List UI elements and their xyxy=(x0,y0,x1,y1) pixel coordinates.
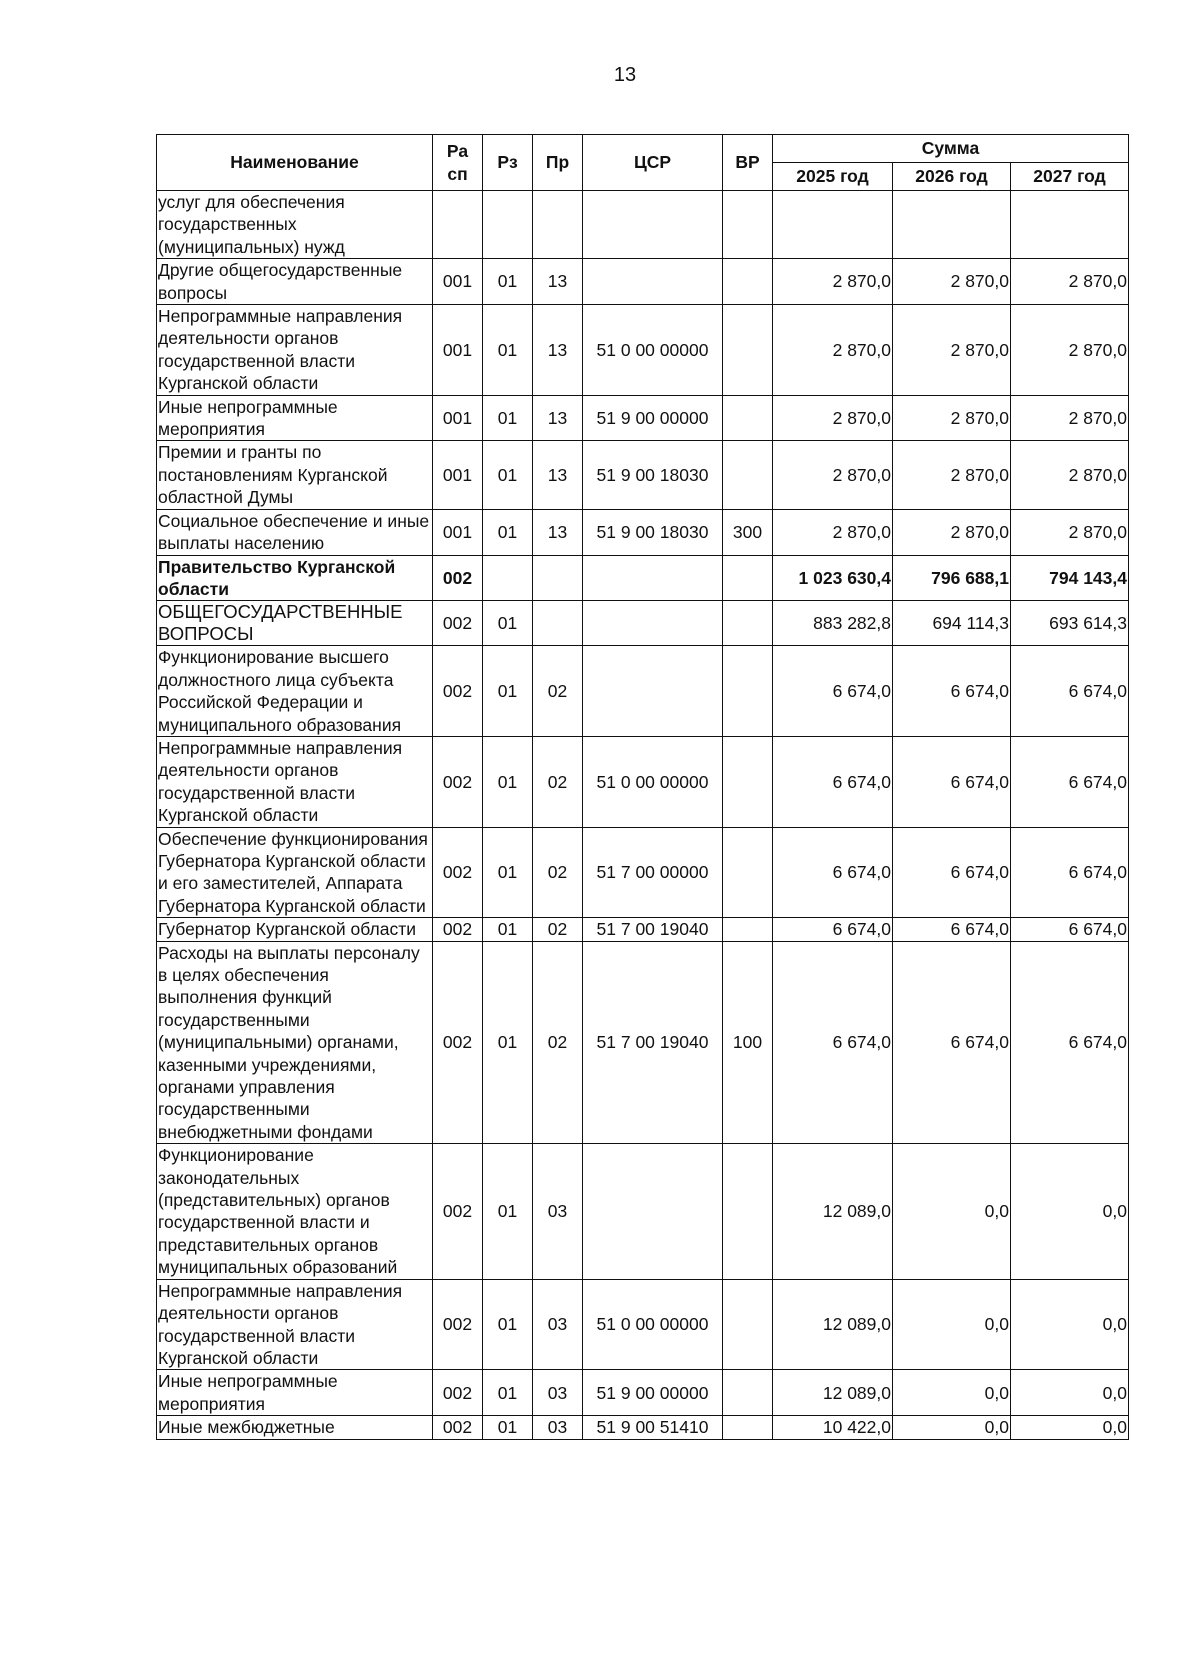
cell-pr: 03 xyxy=(533,1416,583,1439)
cell-2026: 6 674,0 xyxy=(893,827,1011,918)
cell-csr xyxy=(583,1144,723,1279)
cell-2026 xyxy=(893,191,1011,259)
cell-vr xyxy=(723,1144,773,1279)
cell-2027: 0,0 xyxy=(1011,1416,1129,1439)
cell-2025: 1 023 630,4 xyxy=(773,555,893,601)
cell-2025: 12 089,0 xyxy=(773,1144,893,1279)
cell-csr: 51 0 00 00000 xyxy=(583,305,723,396)
cell-pr: 03 xyxy=(533,1144,583,1279)
cell-name: Непрограммные направления деятельности органов государственной власти Курганской области xyxy=(157,305,433,396)
cell-2026: 2 870,0 xyxy=(893,259,1011,305)
table-row xyxy=(157,305,1129,396)
cell-vr: 300 xyxy=(723,509,773,555)
cell-vr xyxy=(723,827,773,918)
cell-rz: 01 xyxy=(483,827,533,918)
cell-vr xyxy=(723,601,773,646)
cell-rasp: 002 xyxy=(433,555,483,601)
cell-rasp: 002 xyxy=(433,1144,483,1279)
table-row xyxy=(157,1144,1129,1279)
cell-name: Функционирование высшего должностного лица субъекта Российской Федерации и муниципального образования xyxy=(157,646,433,737)
table-row xyxy=(157,601,1129,646)
table-row xyxy=(157,509,1129,555)
cell-vr xyxy=(723,305,773,396)
cell-name: Социальное обеспечение и иные выплаты населению xyxy=(157,509,433,555)
cell-csr: 51 9 00 00000 xyxy=(583,1370,723,1416)
cell-2027: 6 674,0 xyxy=(1011,646,1129,737)
cell-2025: 10 422,0 xyxy=(773,1416,893,1439)
table-row xyxy=(157,1279,1129,1370)
cell-csr: 51 9 00 18030 xyxy=(583,509,723,555)
cell-2025 xyxy=(773,191,893,259)
cell-name: ОБЩЕГОСУДАРСТВЕННЫЕ ВОПРОСЫ xyxy=(157,601,433,646)
cell-rasp: 001 xyxy=(433,305,483,396)
cell-2025: 2 870,0 xyxy=(773,509,893,555)
cell-2027: 0,0 xyxy=(1011,1144,1129,1279)
cell-rasp: 002 xyxy=(433,1416,483,1439)
header-name: Наименование xyxy=(157,135,433,191)
cell-rz: 01 xyxy=(483,441,533,509)
cell-2027: 6 674,0 xyxy=(1011,736,1129,827)
cell-2026: 2 870,0 xyxy=(893,395,1011,441)
cell-rz: 01 xyxy=(483,395,533,441)
cell-rz: 01 xyxy=(483,1279,533,1370)
cell-pr: 02 xyxy=(533,941,583,1144)
cell-csr: 51 7 00 19040 xyxy=(583,918,723,941)
cell-2026: 0,0 xyxy=(893,1370,1011,1416)
cell-name: Правительство Курганской области xyxy=(157,555,433,601)
cell-rasp: 002 xyxy=(433,941,483,1144)
cell-csr xyxy=(583,191,723,259)
table-row xyxy=(157,259,1129,305)
cell-name: Непрограммные направления деятельности органов государственной власти Курганской области xyxy=(157,1279,433,1370)
cell-pr xyxy=(533,191,583,259)
cell-2026: 6 674,0 xyxy=(893,646,1011,737)
table-row xyxy=(157,646,1129,737)
cell-2025: 6 674,0 xyxy=(773,827,893,918)
table-row xyxy=(157,736,1129,827)
cell-vr xyxy=(723,918,773,941)
cell-2026: 694 114,3 xyxy=(893,601,1011,646)
header-csr: ЦСР xyxy=(583,135,723,191)
cell-2025: 883 282,8 xyxy=(773,601,893,646)
table-row xyxy=(157,918,1129,941)
cell-pr: 13 xyxy=(533,509,583,555)
cell-rasp: 002 xyxy=(433,827,483,918)
cell-2027: 0,0 xyxy=(1011,1279,1129,1370)
cell-2026: 0,0 xyxy=(893,1279,1011,1370)
cell-rasp: 002 xyxy=(433,601,483,646)
cell-pr xyxy=(533,555,583,601)
cell-vr xyxy=(723,1370,773,1416)
cell-vr xyxy=(723,441,773,509)
cell-2025: 6 674,0 xyxy=(773,918,893,941)
cell-2026: 0,0 xyxy=(893,1144,1011,1279)
cell-pr: 03 xyxy=(533,1370,583,1416)
cell-pr: 13 xyxy=(533,395,583,441)
cell-csr xyxy=(583,646,723,737)
cell-rz: 01 xyxy=(483,305,533,396)
cell-rz: 01 xyxy=(483,259,533,305)
cell-name: Расходы на выплаты персоналу в целях обеспечения выполнения функций государственными (муниципальными) органами, казенными учреждениями, органами управления государственными внебюджетными фондами xyxy=(157,941,433,1144)
header-2027: 2027 год xyxy=(1011,163,1129,191)
cell-pr: 02 xyxy=(533,827,583,918)
header-rz: Рз xyxy=(483,135,533,191)
page-number: 13 xyxy=(613,64,637,86)
cell-rasp: 002 xyxy=(433,1370,483,1416)
cell-name: Иные непрограммные мероприятия xyxy=(157,395,433,441)
cell-2025: 6 674,0 xyxy=(773,941,893,1144)
cell-rz: 01 xyxy=(483,1370,533,1416)
cell-vr xyxy=(723,555,773,601)
cell-csr: 51 7 00 19040 xyxy=(583,941,723,1144)
cell-name: Губернатор Курганской области xyxy=(157,918,433,941)
header-sum: Сумма xyxy=(773,135,1129,163)
cell-2025: 12 089,0 xyxy=(773,1370,893,1416)
cell-2025: 2 870,0 xyxy=(773,259,893,305)
cell-pr: 03 xyxy=(533,1279,583,1370)
cell-name: Премии и гранты по постановлениям Курганской областной Думы xyxy=(157,441,433,509)
cell-csr: 51 0 00 00000 xyxy=(583,1279,723,1370)
cell-2025: 2 870,0 xyxy=(773,441,893,509)
cell-rasp: 001 xyxy=(433,259,483,305)
cell-rz: 01 xyxy=(483,736,533,827)
cell-vr xyxy=(723,259,773,305)
cell-rz: 01 xyxy=(483,1416,533,1439)
cell-2027: 693 614,3 xyxy=(1011,601,1129,646)
cell-2027: 2 870,0 xyxy=(1011,259,1129,305)
header-pr: Пр xyxy=(533,135,583,191)
cell-2026: 6 674,0 xyxy=(893,941,1011,1144)
cell-2025: 6 674,0 xyxy=(773,646,893,737)
cell-csr: 51 0 00 00000 xyxy=(583,736,723,827)
table-row xyxy=(157,191,1129,259)
cell-name: Функционирование законодательных (представительных) органов государственной власти и представительных органов муниципальных образований xyxy=(157,1144,433,1279)
cell-rz xyxy=(483,191,533,259)
cell-pr: 02 xyxy=(533,918,583,941)
cell-2027: 6 674,0 xyxy=(1011,918,1129,941)
cell-2026: 2 870,0 xyxy=(893,509,1011,555)
cell-2025: 6 674,0 xyxy=(773,736,893,827)
cell-name: Непрограммные направления деятельности органов государственной власти Курганской области xyxy=(157,736,433,827)
cell-rasp: 001 xyxy=(433,441,483,509)
cell-2027: 6 674,0 xyxy=(1011,941,1129,1144)
cell-rz: 01 xyxy=(483,1144,533,1279)
cell-2026: 6 674,0 xyxy=(893,918,1011,941)
cell-rasp: 001 xyxy=(433,509,483,555)
cell-vr xyxy=(723,736,773,827)
cell-2027: 2 870,0 xyxy=(1011,395,1129,441)
cell-vr xyxy=(723,1279,773,1370)
cell-2027: 2 870,0 xyxy=(1011,305,1129,396)
cell-name: услуг для обеспечения государственных (муниципальных) нужд xyxy=(157,191,433,259)
cell-rasp: 002 xyxy=(433,736,483,827)
cell-rasp: 002 xyxy=(433,646,483,737)
cell-vr xyxy=(723,395,773,441)
cell-name: Иные межбюджетные xyxy=(157,1416,433,1439)
cell-2025: 2 870,0 xyxy=(773,305,893,396)
cell-csr: 51 7 00 00000 xyxy=(583,827,723,918)
table-row xyxy=(157,395,1129,441)
cell-rasp xyxy=(433,191,483,259)
cell-vr xyxy=(723,646,773,737)
cell-name: Другие общегосударственные вопросы xyxy=(157,259,433,305)
cell-2026: 2 870,0 xyxy=(893,441,1011,509)
cell-name: Обеспечение функционирования Губернатора Курганской области и его заместителей, Аппарата Губернатора Курганской области xyxy=(157,827,433,918)
cell-rz: 01 xyxy=(483,509,533,555)
table-row xyxy=(157,555,1129,601)
cell-csr xyxy=(583,259,723,305)
cell-vr: 100 xyxy=(723,941,773,1144)
cell-pr xyxy=(533,601,583,646)
table-row xyxy=(157,1416,1129,1439)
table-row xyxy=(157,827,1129,918)
table-row xyxy=(157,1370,1129,1416)
cell-2027 xyxy=(1011,191,1129,259)
table-row xyxy=(157,441,1129,509)
cell-csr: 51 9 00 51410 xyxy=(583,1416,723,1439)
cell-rz xyxy=(483,555,533,601)
cell-pr: 02 xyxy=(533,736,583,827)
header-rasp: Ра сп xyxy=(433,135,483,191)
cell-2026: 2 870,0 xyxy=(893,305,1011,396)
cell-rz: 01 xyxy=(483,918,533,941)
header-vr: ВР xyxy=(723,135,773,191)
table-row xyxy=(157,941,1129,1144)
cell-pr: 13 xyxy=(533,441,583,509)
cell-csr: 51 9 00 18030 xyxy=(583,441,723,509)
cell-rz: 01 xyxy=(483,601,533,646)
cell-2026: 6 674,0 xyxy=(893,736,1011,827)
cell-2027: 2 870,0 xyxy=(1011,509,1129,555)
header-2025: 2025 год xyxy=(773,163,893,191)
cell-pr: 02 xyxy=(533,646,583,737)
cell-2027: 0,0 xyxy=(1011,1370,1129,1416)
header-2026: 2026 год xyxy=(893,163,1011,191)
cell-rasp: 001 xyxy=(433,395,483,441)
cell-pr: 13 xyxy=(533,259,583,305)
cell-2025: 2 870,0 xyxy=(773,395,893,441)
cell-rasp: 002 xyxy=(433,1279,483,1370)
cell-rz: 01 xyxy=(483,646,533,737)
cell-rasp: 002 xyxy=(433,918,483,941)
cell-pr: 13 xyxy=(533,305,583,396)
cell-2027: 6 674,0 xyxy=(1011,827,1129,918)
cell-csr: 51 9 00 00000 xyxy=(583,395,723,441)
cell-2026: 796 688,1 xyxy=(893,555,1011,601)
cell-vr xyxy=(723,1416,773,1439)
cell-2026: 0,0 xyxy=(893,1416,1011,1439)
cell-2025: 12 089,0 xyxy=(773,1279,893,1370)
budget-table xyxy=(156,134,1129,1440)
cell-csr xyxy=(583,555,723,601)
cell-vr xyxy=(723,191,773,259)
cell-rz: 01 xyxy=(483,941,533,1144)
cell-name: Иные непрограммные мероприятия xyxy=(157,1370,433,1416)
cell-2027: 794 143,4 xyxy=(1011,555,1129,601)
cell-csr xyxy=(583,601,723,646)
cell-2027: 2 870,0 xyxy=(1011,441,1129,509)
